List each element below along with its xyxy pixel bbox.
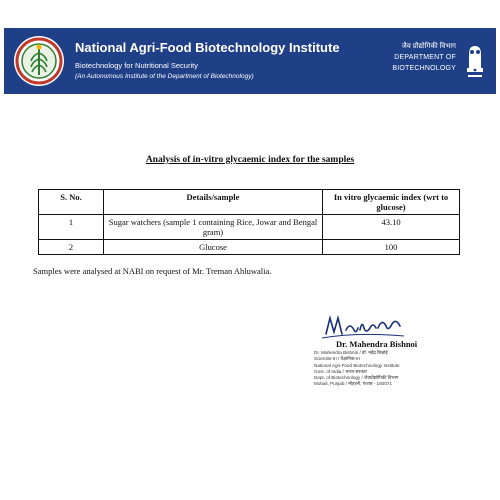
cell-glycaemic-index: 43.10 (323, 215, 460, 240)
cell-sno: 2 (39, 240, 104, 255)
department-line-2: BIOTECHNOLOGY (392, 65, 456, 72)
cell-sno: 1 (39, 215, 104, 240)
table-row (39, 240, 460, 255)
stamp-line: Scientist-III / वैज्ञानिक-III (314, 356, 360, 362)
cell-details: Glucose (104, 240, 323, 255)
department-hindi: जैव प्रौद्योगिकी विभाग (401, 43, 456, 50)
cell-glycaemic-index: 100 (323, 240, 460, 255)
institute-tagline: Biotechnology for Nutritional Security (75, 61, 198, 70)
department-block (392, 42, 456, 73)
stamp-line: Govt. of India / भारत सरकार (314, 368, 367, 374)
autonomous-note: (An Autonomous Institute of the Department of Biotechnology) (75, 73, 254, 80)
results-table (38, 189, 460, 255)
stamp-line: Mohali, Punjab / मोहाली, पंजाब - 160071 (314, 381, 392, 387)
document-title: Analysis of in-vitro glycaemic index for the samples (145, 155, 355, 165)
nabi-logo-icon (13, 35, 65, 87)
signatory-name: Dr. Mahendra Bishnoi (336, 339, 418, 349)
header-details: Details/sample (104, 190, 323, 215)
cell-details: Sugar watchers (sample 1 containing Rice, Jowar and Bengal gram) (104, 215, 323, 240)
letterhead-banner (4, 28, 496, 94)
table-row (39, 215, 460, 240)
department-line-1: DEPARTMENT OF (394, 54, 456, 61)
header-glycaemic-index: In vitro glycaemic index (wrt to glucose) (323, 190, 460, 215)
stamp-line: Dept. of Biotechnology / जैवप्रौद्योगिकी विभाग (314, 375, 399, 381)
national-emblem-icon (463, 38, 487, 82)
official-stamp (314, 350, 434, 388)
stamp-line: National Agri-Food Biotechnology Institute (314, 362, 400, 368)
institute-name: National Agri-Food Biotechnology Institute (75, 40, 340, 55)
analysis-note: Samples were analysed at NABI on request of Mr. Treman Ahluwalia. (33, 266, 272, 276)
stamp-line: Dr. Mahendra Bishnoi / डॉ. महेंद्र बिश्नोई (314, 350, 388, 355)
table-header-row (39, 190, 460, 215)
header-sno: S. No. (39, 190, 104, 215)
